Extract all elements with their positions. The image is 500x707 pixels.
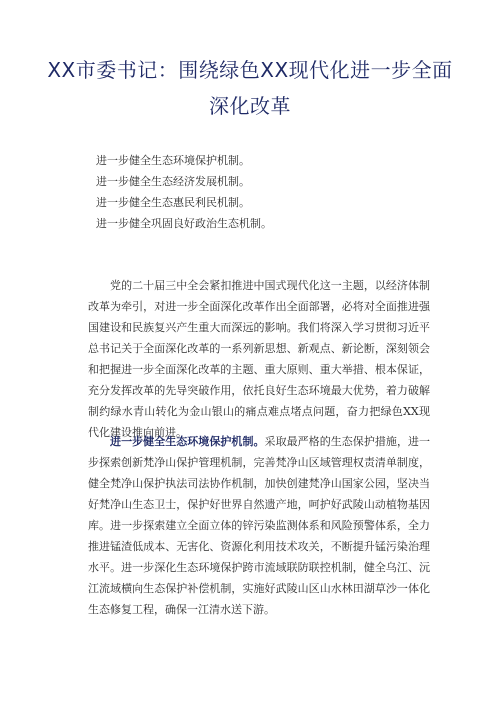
paragraph-text: 采取最严格的生态保护措施，进一步探索创新梵净山保护管理机制，完善梵净山区域管理权责清单制度，健全梵净山保护执法司法协作机制，加快创建梵净山国家公园，坚决当好梵净山生态卫士，保护好世界自然遗产地，呵护好武陵山动植物基因库。进一步探索建立全面立体的锌污染监测体系和风险预警体系，全力推进锰渣低成本、无害化、资源化利用技术攻关，不断提升锰污染治理水平。进一步深化生态环境保护跨市流域联防联控机制，健全乌江、沅江流域横向生态保护补偿机制，实施好武陵山区山水林田湖草沙一体化生态修复工程，确保一江清水送下游。 (88, 435, 431, 616)
summary-item: 进一步健全巩固良好政治生态机制。 (96, 217, 272, 230)
summary-item: 进一步健全生态环境保护机制。 (96, 154, 250, 167)
paragraph-text: 党的二十届三中全会紧扣推进中国式现代化这一主题，以经济体制改革为牵引，对进一步全面深化改革作出全面部署，必将对全面推进强国建设和民族复兴产生重大而深远的影响。我们将深入学习贯彻习近平总书记关于全面深化改革的一系列新思想、新观点、新论断，深刻领会和把握进一步全面深化改革的主题、重大原则、重大举措、根本保证，充分发挥改革的先导突破作用，依托良好生态环境最大优势，着力破解制约绿水青山转化为金山银山的痛点难点堵点问题，奋力把绿色XX现代化建设推向前进。 (88, 279, 430, 439)
summary-list (96, 150, 456, 234)
body-paragraph-environment (88, 431, 430, 620)
summary-item: 进一步健全生态惠民利民机制。 (96, 196, 250, 209)
body-paragraph-intro (88, 275, 430, 443)
document-title: XX市委书记：围绕绿色XX现代化进一步全面深化改革 (47, 58, 453, 118)
summary-item: 进一步健全生态经济发展机制。 (96, 175, 250, 188)
paragraph-lead-heading: 进一步健全生态环境保护机制。 (110, 435, 265, 448)
